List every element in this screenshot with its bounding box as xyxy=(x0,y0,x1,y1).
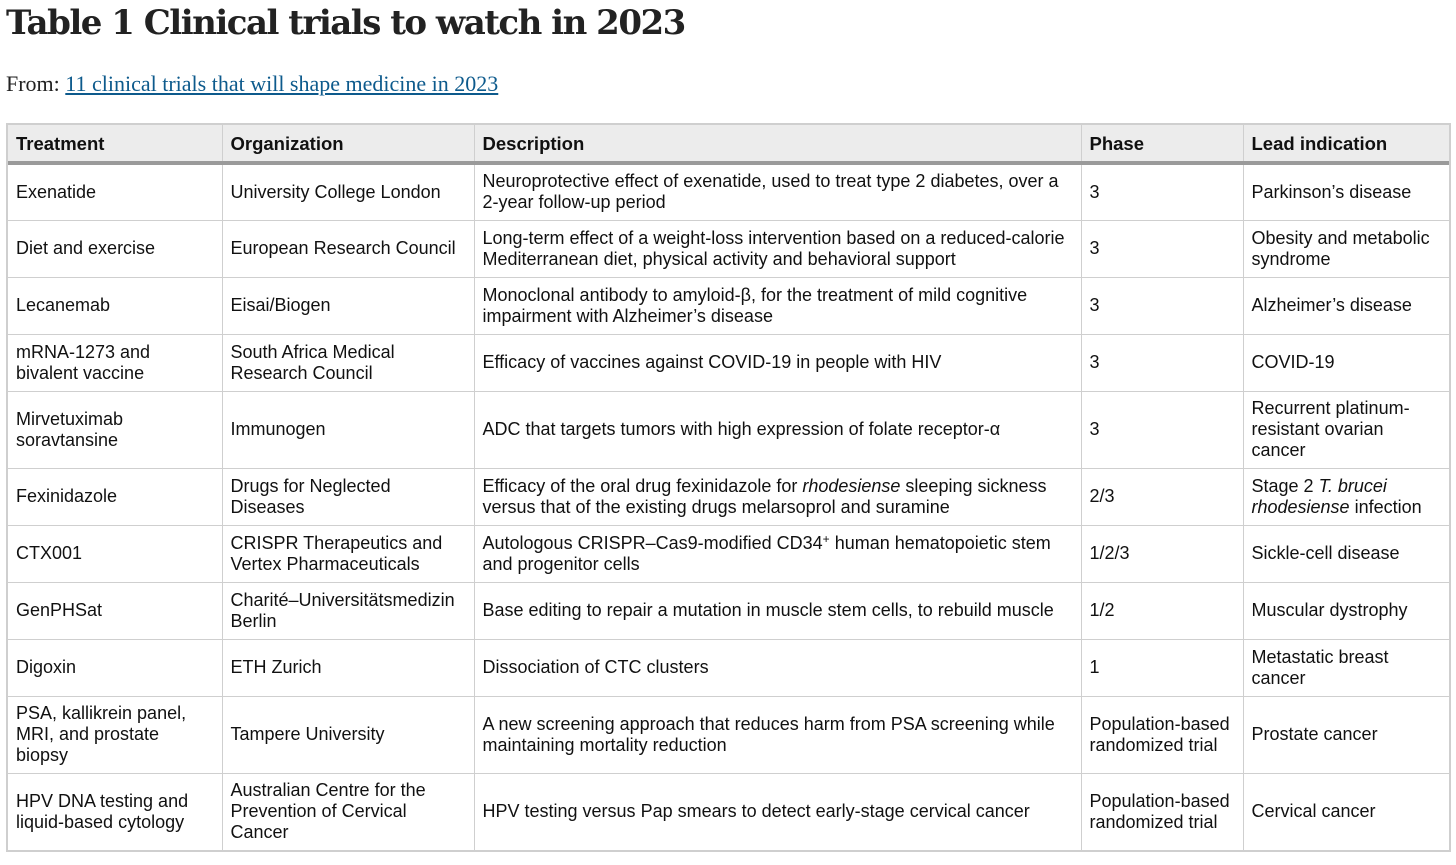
treatment-cell: Exenatide xyxy=(16,181,97,202)
page-title: Table 1 Clinical trials to watch in 2023 xyxy=(6,3,685,43)
source-article-link[interactable]: 11 clinical trials that will shape medicine in 2023 xyxy=(65,71,499,96)
organization-cell: Drugs for Neglected Diseases xyxy=(222,468,474,525)
species-name: rhodesiense xyxy=(802,475,901,496)
organization-cell: South Africa Medical Research Council xyxy=(222,334,474,391)
phase-cell: 3 xyxy=(1081,391,1243,468)
lead-indication-cell: COVID-19 xyxy=(1243,334,1449,391)
table-row xyxy=(8,220,1449,277)
phase-cell: 2/3 xyxy=(1081,468,1243,525)
phase-cell: 1 xyxy=(1081,639,1243,696)
lead-indication-cell: Prostate cancer xyxy=(1243,696,1449,773)
species-name: T. brucei rhodesiense xyxy=(1251,475,1387,517)
lead-indication-cell: Stage 2 T. brucei rhodesiense infection xyxy=(1243,468,1449,525)
treatment-cell: mRNA-1273 and bivalent vaccine xyxy=(8,334,222,391)
lead-indication-cell: Alzheimer’s disease xyxy=(1243,277,1449,334)
phase-cell: 3 xyxy=(1081,334,1243,391)
treatment-cell: Digoxin xyxy=(8,639,222,696)
lead-indication-cell: Obesity and metabolic syndrome xyxy=(1243,220,1449,277)
column-header-organization: Organization xyxy=(222,125,474,163)
treatment-cell: CTX001 xyxy=(8,525,222,582)
phase-cell: Population-based randomized trial xyxy=(1081,696,1243,773)
organization-cell: ETH Zurich xyxy=(222,639,474,696)
table-row xyxy=(8,773,1449,850)
organization-cell: CRISPR Therapeutics and Vertex Pharmaceuticals xyxy=(222,525,474,582)
table-row xyxy=(8,468,1449,525)
treatment-cell: PSA, kallikrein panel, MRI, and prostate biopsy xyxy=(8,696,222,773)
clinical-trials-table xyxy=(8,125,1449,850)
description-cell: Autologous CRISPR–Cas9-modified CD34+ human hematopoietic stem and progenitor cells xyxy=(474,525,1081,582)
clinical-trials-table-container xyxy=(6,123,1451,852)
description-cell: Long-term effect of a weight-loss intervention based on a reduced-calorie Mediterranean diet, physical activity and behavioral support xyxy=(474,220,1081,277)
organization-cell: Tampere University xyxy=(222,696,474,773)
description-cell: HPV testing versus Pap smears to detect early-stage cervical cancer xyxy=(474,773,1081,850)
lead-indication-cell: Sickle-cell disease xyxy=(1243,525,1449,582)
organization-cell: Eisai/Biogen xyxy=(222,277,474,334)
organization-cell: Australian Centre for the Prevention of Cervical Cancer xyxy=(222,773,474,850)
column-header-lead-indication: Lead indication xyxy=(1243,125,1449,163)
description-cell: Monoclonal antibody to amyloid-β, for the treatment of mild cognitive impairment with Alzheimer’s disease xyxy=(474,277,1081,334)
description-cell: Dissociation of CTC clusters xyxy=(474,639,1081,696)
table-row xyxy=(8,525,1449,582)
organization-cell: European Research Council xyxy=(222,220,474,277)
description-cell: Efficacy of the oral drug fexinidazole for rhodesiense sleeping sickness versus that of the existing drugs melarsoprol and suramine xyxy=(474,468,1081,525)
table-header-row xyxy=(8,125,1449,163)
description-cell: Base editing to repair a mutation in muscle stem cells, to rebuild muscle xyxy=(474,582,1081,639)
from-label: From: xyxy=(6,71,60,96)
table-row xyxy=(8,334,1449,391)
table-row xyxy=(8,277,1449,334)
source-line xyxy=(6,70,498,98)
phase-cell: 3 xyxy=(1081,277,1243,334)
treatment-cell: Diet and exercise xyxy=(8,220,222,277)
table-row xyxy=(8,391,1449,468)
lead-indication-cell: Metastatic breast cancer xyxy=(1243,639,1449,696)
table-row xyxy=(8,696,1449,773)
column-header-description: Description xyxy=(474,125,1081,163)
phase-cell: 3 xyxy=(1081,163,1243,220)
column-header-treatment: Treatment xyxy=(8,125,222,163)
treatment-cell: Mirvetuximab soravtansine xyxy=(8,391,222,468)
description-cell: Neuroprotective effect of exenatide, used to treat type 2 diabetes, over a 2-year follow-up period xyxy=(474,163,1081,220)
column-header-phase: Phase xyxy=(1081,125,1243,163)
phase-cell: 3 xyxy=(1081,220,1243,277)
phase-cell: Population-based randomized trial xyxy=(1081,773,1243,850)
treatment-cell: Fexinidazole xyxy=(8,468,222,525)
treatment-cell: Lecanemab xyxy=(8,277,222,334)
phase-cell: 1/2 xyxy=(1081,582,1243,639)
lead-indication-cell: Cervical cancer xyxy=(1243,773,1449,850)
superscript-plus: + xyxy=(822,531,830,546)
lead-indication-cell: Parkinson’s disease xyxy=(1243,163,1449,220)
organization-cell: University College London xyxy=(222,163,474,220)
table-row xyxy=(8,639,1449,696)
description-cell: Efficacy of vaccines against COVID-19 in people with HIV xyxy=(474,334,1081,391)
treatment-cell: HPV DNA testing and liquid-based cytology xyxy=(8,773,222,850)
lead-indication-cell: Muscular dystrophy xyxy=(1243,582,1449,639)
description-cell: ADC that targets tumors with high expression of folate receptor-α xyxy=(474,391,1081,468)
table-row xyxy=(8,582,1449,639)
treatment-cell: GenPHSat xyxy=(8,582,222,639)
table-row xyxy=(8,163,1449,220)
phase-cell: 1/2/3 xyxy=(1081,525,1243,582)
description-cell: A new screening approach that reduces harm from PSA screening while maintaining mortality reduction xyxy=(474,696,1081,773)
organization-cell: Charité–Universitätsmedizin Berlin xyxy=(222,582,474,639)
lead-indication-cell: Recurrent platinum-resistant ovarian cancer xyxy=(1243,391,1449,468)
organization-cell: Immunogen xyxy=(222,391,474,468)
